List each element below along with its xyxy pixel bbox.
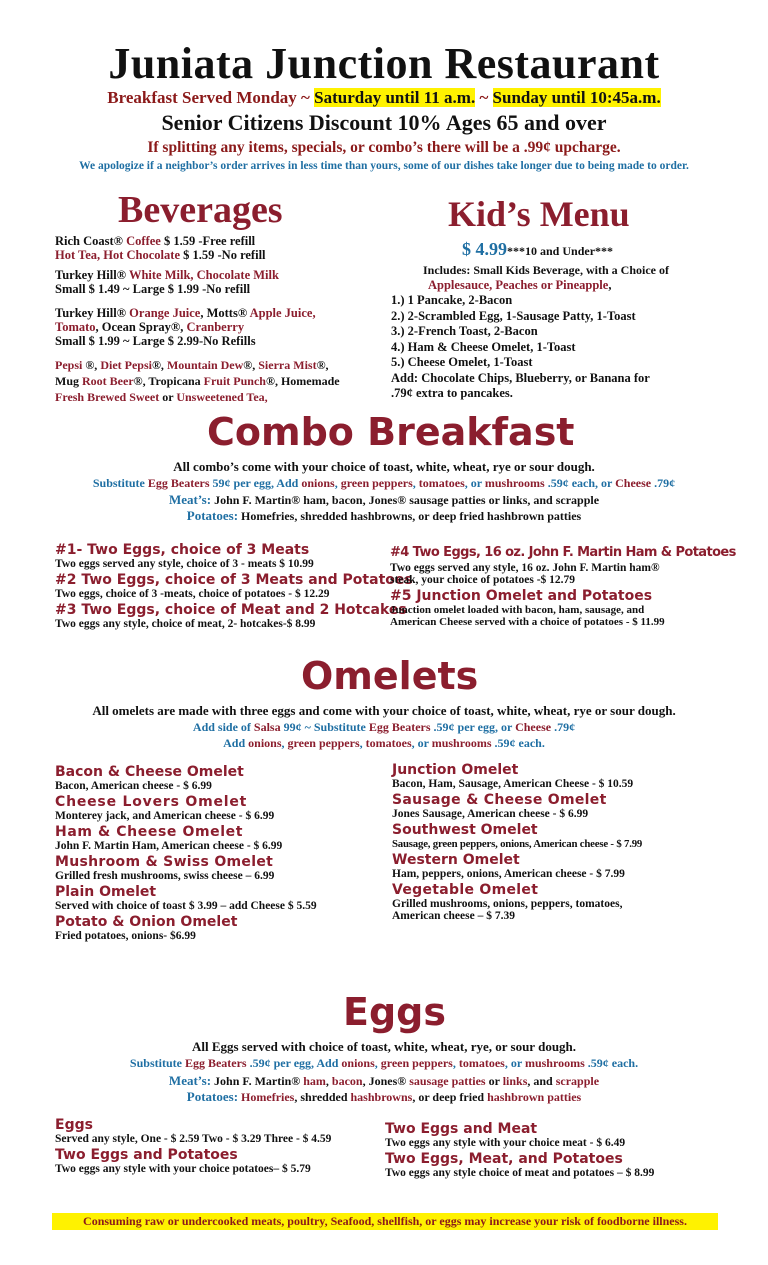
omelet-name: Potato & Onion Omelet (55, 914, 238, 930)
juice-line: Turkey Hill® Orange Juice, Motts® Apple Juice, (55, 306, 316, 320)
combo-meats: Meat’s: John F. Martin® ham, bacon, Jones® sausage patties or links, and scrapple (168, 492, 600, 507)
eggs-item-title: Two Eggs and Meat (385, 1121, 538, 1137)
combo-intro: All combo’s come with your choice of toast, white, wheat, rye or sour dough. (173, 459, 595, 474)
kids-fruits: Applesauce, Peaches or Pineapple, (428, 278, 612, 292)
combo-3-desc: Two eggs any style, choice of meat, 2- hotcakes-$ 8.99 (55, 618, 316, 630)
combo-4-title: #4 Two Eggs, 16 oz. John F. Martin Ham & Potatoes (390, 545, 736, 560)
combo-1-title: #1- Two Eggs, choice of 3 Meats (55, 542, 310, 558)
eggs-right-column (385, 1121, 654, 1179)
omelet-desc: Monterey jack, and American cheese - $ 6.99 (55, 810, 275, 822)
eggs-potatoes: Potatoes: Homefries, shredded hashbrowns, or deep fried hashbrown patties (186, 1089, 582, 1104)
beverages-list (55, 234, 395, 404)
omelet-name: Ham & Cheese Omelet (55, 824, 244, 840)
combo-heading: Combo Breakfast (207, 410, 575, 454)
omelet-desc: Grilled fresh mushrooms, swiss cheese – 6.99 (55, 870, 275, 882)
combo-substitutes: Substitute Egg Beaters 59¢ per egg, Add onions, green peppers, tomatoes, or mushrooms .59¢ each, or Cheese .79¢ (92, 476, 676, 490)
kids-item: 4.) Ham & Cheese Omelet, 1-Toast (391, 339, 576, 354)
combo-4-desc-2: steak, your choice of potatoes -$ 12.79 (390, 574, 576, 586)
omelets-right-column (392, 762, 642, 922)
kids-price-line: $ 4.99***10 and Under*** (462, 239, 614, 259)
omelet-desc: Served with choice of toast $ 3.99 – add Cheese $ 5.59 (55, 900, 317, 912)
eggs-item-title: Two Eggs, Meat, and Potatoes (385, 1151, 623, 1167)
combo-right-column (390, 545, 736, 628)
omelet-name: Vegetable Omelet (392, 882, 539, 898)
combo-potatoes: Potatoes: Homefries, shredded hashbrowns, or deep fried hashbrown patties (186, 508, 582, 523)
combo-5-desc: Junction omelet loaded with bacon, ham, sausage, and (390, 604, 645, 616)
eggs-heading: Eggs (343, 990, 446, 1034)
eggs-intro: All Eggs served with choice of toast, white, wheat, rye, or sour dough. (191, 1039, 577, 1054)
juice-line-2: Tomato, Ocean Spray®, Cranberry (55, 320, 245, 334)
kids-item: 5.) Cheese Omelet, 1-Toast (391, 355, 533, 369)
eggs-item-desc: Two eggs any style with your choice meat - $ 6.49 (385, 1137, 626, 1149)
eggs-substitutes: Substitute Egg Beaters .59¢ per egg, Add onions, green peppers, tomatoes, or mushrooms .59¢ each. (129, 1056, 639, 1070)
omelet-name: Mushroom & Swiss Omelet (55, 854, 274, 870)
omelets-heading: Omelets (301, 654, 479, 698)
omelet-desc: Fried potatoes, onions- $6.99 (55, 930, 196, 942)
combo-5-desc-2: American Cheese served with a choice of potatoes - $ 11.99 (390, 616, 665, 628)
food-safety-warning: Consuming raw or undercooked meats, poultry, Seafood, shellfish, or eggs may increase your risk of foodborne illness. (52, 1213, 718, 1230)
kids-items (391, 293, 650, 402)
eggs-item-title: Eggs (55, 1117, 93, 1133)
combo-2-desc: Two eggs, choice of 3 -meats, choice of potatoes - $ 12.29 (55, 588, 330, 600)
kids-add-ons: Add: Chocolate Chips, Blueberry, or Banana for (391, 370, 650, 385)
omelet-name: Junction Omelet (392, 762, 519, 778)
omelet-name: Plain Omelet (55, 884, 157, 900)
split-upcharge: If splitting any items, specials, or combo’s there will be a .99¢ upcharge. (147, 139, 621, 156)
apology-note: We apologize if a neighbor’s order arrives in less time than yours, some of our dishes take longer due to being made to order. (79, 160, 689, 172)
omelets-intro: All omelets are made with three eggs and come with your choice of toast, white, wheat, rye or sour dough. (92, 703, 676, 718)
omelet-desc: Bacon, Ham, Sausage, American Cheese - $ 10.59 (392, 778, 634, 790)
omelet-name: Sausage & Cheese Omelet (392, 792, 607, 808)
kids-heading: Kid’s Menu (448, 194, 630, 234)
kids-item: 1.) 1 Pancake, 2-Bacon (391, 293, 513, 307)
eggs-left-column (55, 1117, 331, 1175)
combo-2-title: #2 Two Eggs, choice of 3 Meats and Potatoes (55, 572, 413, 588)
milk-price: Small $ 1.49 ~ Large $ 1.99 -No refill (55, 282, 251, 296)
combo-5-title: #5 Junction Omelet and Potatoes (390, 588, 653, 604)
omelet-desc: American cheese – $ 7.39 (392, 910, 515, 922)
omelet-desc: Sausage, green peppers, onions, American cheese - $ 7.99 (392, 838, 643, 850)
omelet-name: Western Omelet (392, 852, 520, 868)
coffee-line: Rich Coast® Coffee $ 1.59 -Free refill (55, 234, 256, 248)
omelet-desc: Bacon, American cheese - $ 6.99 (55, 780, 212, 792)
soda-line: Pepsi ®, Diet Pepsi®, Mountain Dew®, Sierra Mist®, (55, 358, 329, 372)
omelet-name: Bacon & Cheese Omelet (55, 764, 244, 780)
eggs-item-desc: Two eggs any style with your choice potatoes– $ 5.79 (55, 1163, 311, 1175)
milk-line: Turkey Hill® White Milk, Chocolate Milk (55, 268, 279, 282)
breakfast-hours: Breakfast Served Monday ~ Saturday until 11 a.m. ~ Sunday until 10:45a.m. (107, 88, 661, 107)
omelet-desc: Grilled mushrooms, onions, peppers, tomatoes, (392, 898, 623, 910)
restaurant-title: Juniata Junction Restaurant (108, 39, 660, 88)
eggs-item-title: Two Eggs and Potatoes (55, 1147, 238, 1163)
omelets-addons-2: Add onions, green peppers, tomatoes, or mushrooms .59¢ each. (223, 736, 545, 750)
combo-4-desc: Two eggs served any style, 16 oz. John F. Martin ham® (390, 562, 660, 574)
juice-price: Small $ 1.99 ~ Large $ 2.99-No Refills (55, 334, 256, 348)
kids-add-ons-price: .79¢ extra to pancakes. (391, 386, 513, 400)
tea-line: Hot Tea, Hot Chocolate $ 1.59 -No refill (55, 248, 266, 262)
tea-options: Fresh Brewed Sweet or Unsweetened Tea, (55, 390, 268, 404)
beverages-heading: Beverages (118, 189, 283, 231)
omelet-desc: Jones Sausage, American cheese - $ 6.99 (392, 808, 589, 820)
omelet-name: Southwest Omelet (392, 822, 538, 838)
kids-includes: Includes: Small Kids Beverage, with a Choice of (423, 263, 669, 277)
omelets-addons-1: Add side of Salsa 99¢ ~ Substitute Egg Beaters .59¢ per egg, or Cheese .79¢ (192, 720, 576, 734)
combo-3-title: #3 Two Eggs, choice of Meat and 2 Hotcakes (55, 602, 407, 618)
omelet-desc: Ham, peppers, onions, American cheese - $ 7.99 (392, 868, 625, 880)
omelet-desc: John F. Martin Ham, American cheese - $ 6.99 (55, 840, 283, 852)
eggs-item-desc: Two eggs any style choice of meat and potatoes – $ 8.99 (385, 1167, 655, 1179)
omelets-left-column (55, 764, 317, 942)
eggs-item-desc: Served any style, One - $ 2.59 Two - $ 3.29 Three - $ 4.59 (55, 1133, 332, 1145)
kids-item: 2.) 2-Scrambled Egg, 1-Sausage Patty, 1-Toast (391, 308, 636, 323)
senior-discount: Senior Citizens Discount 10% Ages 65 and over (161, 110, 607, 135)
combo-1-desc: Two eggs served any style, choice of 3 - meats $ 10.99 (55, 558, 314, 570)
kids-item: 3.) 2-French Toast, 2-Bacon (391, 324, 538, 338)
soda-line-2: Mug Root Beer®, Tropicana Fruit Punch®, Homemade (55, 374, 340, 388)
eggs-meats: Meat’s: John F. Martin® ham, bacon, Jones® sausage patties or links, and scrapple (168, 1073, 600, 1088)
omelet-name: Cheese Lovers Omelet (55, 794, 248, 810)
combo-left-column (55, 542, 413, 630)
